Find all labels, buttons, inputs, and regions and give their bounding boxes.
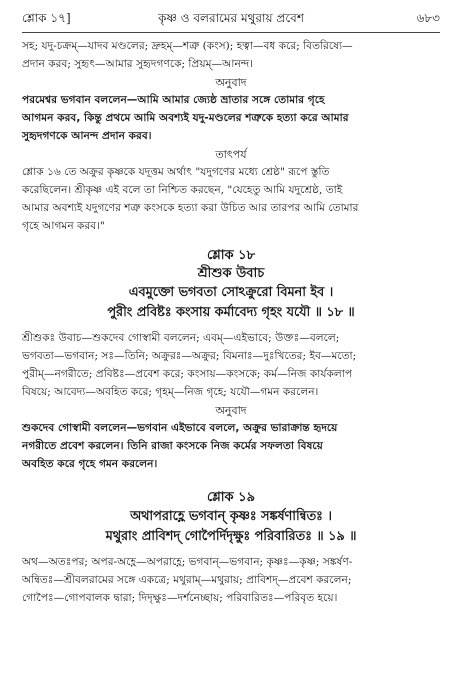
verse-19-synonyms: [22, 553, 440, 607]
purport-line: আমার অবশ্যই যদুগণের শত্রু কংসকে হত্যা করা উচিত আর তারপর আমি তোমার: [22, 202, 359, 214]
translation-line: আগমন করব, কিন্তু প্রথমে আমি অবশ্যই যদু-মণ্ডলের শত্রুকে হত্যা করে আমার: [22, 112, 349, 124]
translation-line: সুহৃদগণকে আনন্দ প্রদান করব।: [22, 130, 152, 142]
translation-line: পরমেশ্বর ভগবান বললেন—আমি আমার জ্যেষ্ঠ ভ্রাতার সঙ্গে তোমার গৃহে: [22, 94, 325, 106]
synonym-line: প্রদান করব; সুহৃৎ—আমার সুহৃদগণকে; প্রিয়ম্—আনন্দ।: [22, 58, 254, 70]
verse-18-synonyms: [22, 329, 440, 401]
header-chapter-title: কৃষ্ণ ও বলরামের মথুরায় প্রবেশ: [158, 11, 304, 25]
prev-translation: [22, 91, 440, 145]
purport-line: করেছিলেন। শ্রীকৃষ্ণ এই বলে তা নিশ্চিত করছেন, "যেহেতু আমি যদুশ্রেষ্ঠ, তাই: [22, 184, 343, 196]
translation-line: শুকদেব গোস্বামী বললেন—ভগবান এইভাবে বললে, অক্রুর ভারাক্রান্ত হৃদয়ে: [22, 422, 338, 434]
purport-heading: তাৎপর্য: [215, 148, 247, 161]
verse-line: অথাপরাহ্ণে ভগবান্ কৃষ্ণঃ সঙ্কর্ষণান্বিতঃ ।: [130, 509, 332, 524]
synonym-line: ভগবতা—ভগবান; সঃ—তিনি; অক্রুরঃ—অক্রুর; বিমনাঃ—দুঃখিতের; ইব—মতো;: [22, 350, 357, 362]
verse-19-block: [22, 489, 440, 547]
synonym-line: অথ—অতঃপর; অপর-অহ্ণে—অপরাহ্ণে; ভগবান্—ভগবান; কৃষ্ণঃ—কৃষ্ণ; সঙ্কর্ষণ-: [22, 556, 353, 568]
book-page: [22, 10, 440, 607]
verse-title: শ্লোক ১৮: [206, 248, 256, 263]
header-page-number: ৬৮৩: [416, 11, 440, 25]
header-rule: [22, 32, 440, 33]
verse-line: মথুরাং প্রাবিশদ্ গোপৈর্দিদৃক্ষুঃ পরিবারিতঃ ॥ ১৯ ॥: [105, 529, 357, 544]
header-verse-ref: শ্লোক ১৭]: [22, 11, 71, 25]
synonym-line: বিষয়ে; আবেদ্য—অবহিত করে; গৃহম্—নিজ গৃহে; যযৌ—গমন করলেন।: [22, 386, 319, 398]
verse-speaker: শ্রীশুক উবাচ: [197, 266, 265, 281]
synonym-line: সহ; যদু-চক্রম্—যাদব মণ্ডলের; দ্রুহম্—শত্রু (কংস); হত্বা—বধ করে; বিতরিষ্যে—: [22, 40, 353, 52]
verse-title: শ্লোক ১৯: [206, 490, 256, 505]
verse-line: এবমুক্তো ভগবতা সোঽক্রুরো বিমনা ইব ।: [128, 285, 334, 300]
verse-18-translation: [22, 419, 440, 473]
running-header: [22, 10, 440, 30]
synonym-line: পুরীম্—নগরীতে; প্রবিষ্টঃ—প্রবেশ করে; কংসায়—কংসকে; কর্ম—নিজ কার্যকলাপ: [22, 368, 353, 380]
translation-heading: অনুবাদ: [215, 76, 247, 89]
prev-purport: [22, 163, 440, 235]
translation-heading: অনুবাদ: [215, 404, 247, 417]
purport-line: গৃহে আগমন করব।": [22, 220, 105, 232]
verse-18-block: [22, 247, 440, 323]
synonym-line: গোপৈঃ—গোপবালক দ্বারা; দিদৃক্ষুঃ—দর্শনেচ্ছায়; পরিবারিতঃ—পরিবৃত হয়ে।: [22, 592, 338, 604]
prev-synonyms: [22, 37, 440, 73]
verse-line: পুরীং প্রবিষ্টঃ কংসায় কর্মাবেদ্য গৃহং যযৌ ॥ ১৮ ॥: [107, 305, 355, 320]
translation-line: নগরীতে প্রবেশ করলেন। তিনি রাজা কংসকে নিজ কর্মের সফলতা বিষয়ে: [22, 440, 323, 452]
synonym-line: অন্বিতঃ—শ্রীবলরামের সঙ্গে একত্রে; মথুরাম্—মথুরায়; প্রাবিশদ্—প্রবেশ করলেন;: [22, 574, 352, 586]
synonym-line: শ্রীশুকঃ উবাচ—শুকদেব গোস্বামী বললেন; এবম্—এইভাবে; উক্তঃ—বললে;: [22, 332, 340, 344]
purport-line: শ্লোক ১৬ তে অক্রুর কৃষ্ণকে যদূত্তম অর্থাৎ "যদুগণের মধ্যে শ্রেষ্ঠ" রূপে স্তুতি: [22, 166, 330, 178]
translation-line: অবহিত করে গৃহে গমন করলেন।: [22, 458, 158, 470]
